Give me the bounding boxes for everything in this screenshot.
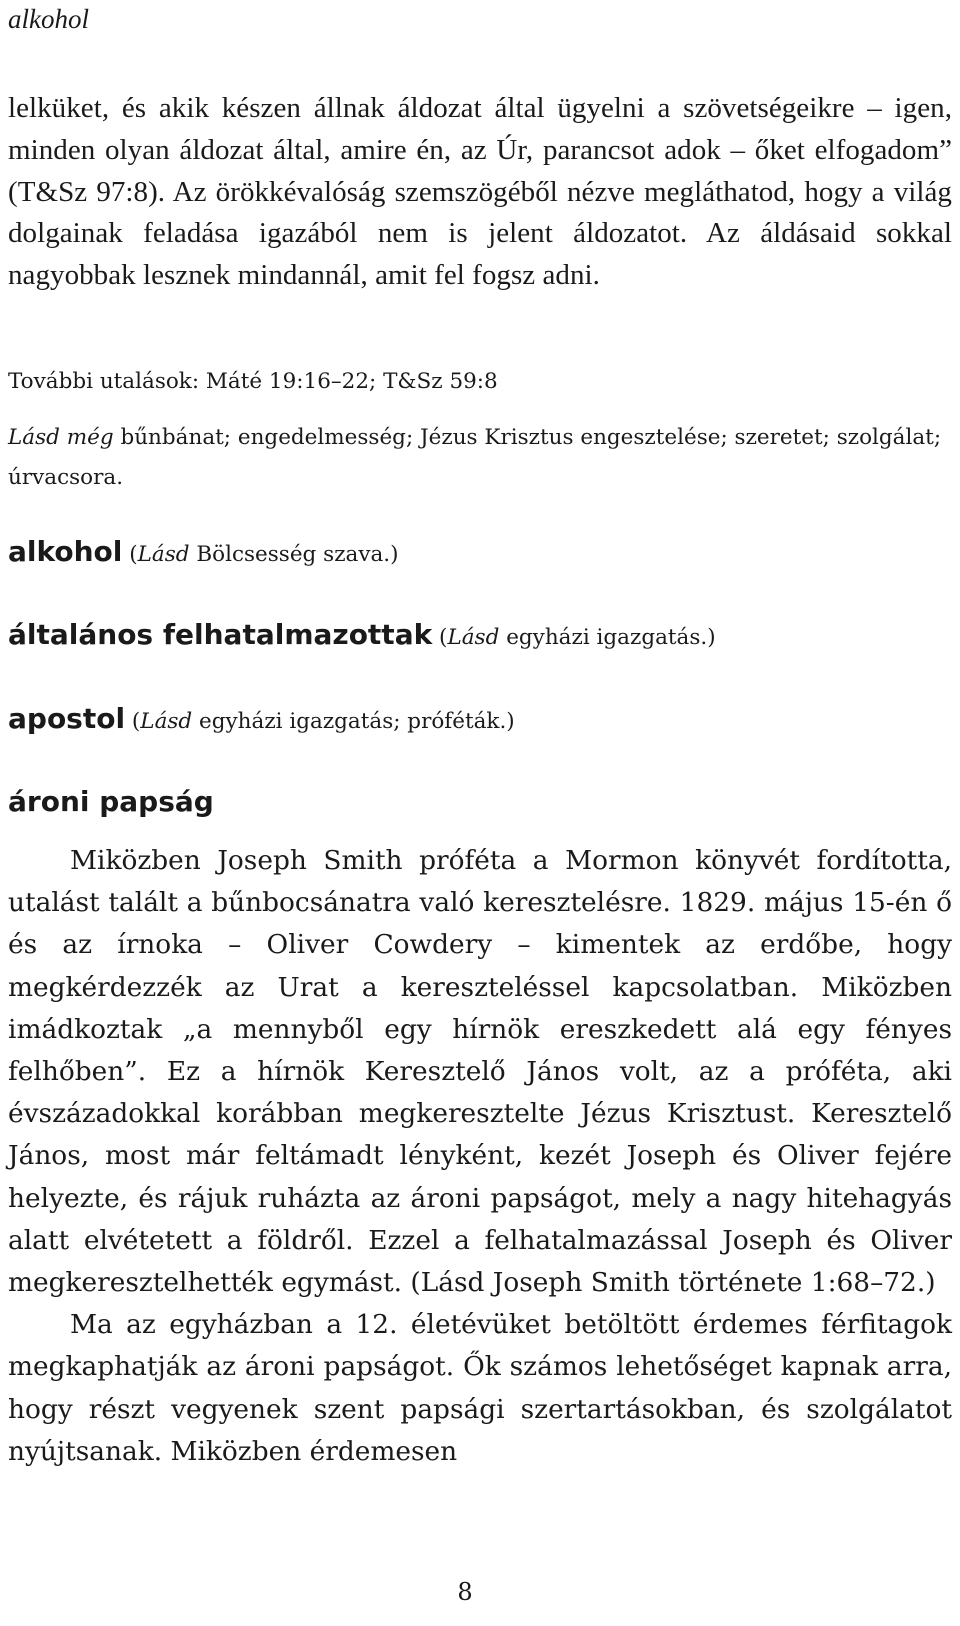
entry-apostol	[8, 697, 952, 745]
see-also-text: bűnbánat; engedelmesség; Jézus Krisztus engesztelése; szeretet; szolgálat; úrvacsora.	[8, 425, 942, 490]
see-also-label: Lásd még	[8, 425, 114, 450]
entry-see-label: Lásd	[137, 542, 190, 567]
paragraph-continuation: lelküket, és akik készen állnak áldozat által ügyelni a szövetségeikre – igen, minden olyan áldozat által, amire én, az Úr, parancsot adok – őket elfogadom” (T&Sz 97:8). Az örökkévalóság szemszögéből nézve megláthatod, hogy a világ dolgainak feladása igazából nem is jelent áldozatot. Az áldásaid sokkal nagyobbak lesznek mindannál, amit fel fogsz adni.	[8, 92, 952, 292]
entry-xref-open: (	[125, 709, 141, 734]
entry-altalanos-felhatalmazottak	[8, 613, 952, 661]
entry-xref-open: (	[122, 542, 138, 567]
entry-xref-close: )	[506, 709, 515, 734]
further-references: További utalások: Máté 19:16–22; T&Sz 59:8	[8, 369, 498, 394]
entry-aroni-papsag	[8, 780, 952, 828]
entry-see-label: Lásd	[447, 625, 500, 650]
aaronic-paragraph-2: Ma az egyházban a 12. életévüket betöltött érdemes férfitagok megkaphatják az ároni papságot. Ők számos lehetőséget kapnak arra, hogy részt vegyenek szent papsági szertartásokban, és szolgálatot nyújtsanak. Miközben érdemesen	[8, 1309, 952, 1467]
entry-xref: Bölcsesség szava.	[189, 542, 391, 567]
page-number: 8	[457, 1578, 473, 1606]
entry-xref-close: )	[707, 625, 716, 650]
entry-xref: egyházi igazgatás.	[499, 625, 708, 650]
aaronic-priesthood-text	[8, 840, 952, 1473]
running-head: alkohol	[8, 4, 89, 34]
entry-xref-close: )	[390, 542, 399, 567]
entry-xref: egyházi igazgatás; próféták.	[192, 709, 507, 734]
aaronic-paragraph-1: Miközben Joseph Smith próféta a Mormon könyvét fordította, utalást talált a bűnbocsánatra való keresztelésre. 1829. május 15-én ő és az írnoka – Oliver Cowdery – kimentek az erdőbe, hogy megkérdezzék az Urat a kereszteléssel kapcsolatban. Miközben imádkoztak „a mennyből egy hírnök ereszkedett alá egy fényes felhőben”. Ez a hírnök Keresztelő János volt, az a próféta, aki évszázadokkal korábban megkeresztelte Jézus Krisztust. Keresztelő János, most már feltámadt lényként, kezét Joseph és Oliver fejére helyezte, és rájuk ruházta az ároni papságot, mely a nagy hitehagyás alatt elvétetett a földről. Ezzel a felhatalmazással Joseph és Oliver megkeresztelhették egymást. (Lásd Joseph Smith története 1:68–72.)	[8, 845, 952, 1299]
entry-headword: általános felhatalmazottak	[8, 618, 433, 651]
see-also	[8, 418, 952, 498]
entry-headword: alkohol	[8, 535, 123, 568]
entry-headword: ároni papság	[8, 785, 214, 818]
entry-headword: apostol	[8, 702, 126, 735]
entry-xref-open: (	[432, 625, 448, 650]
entry-see-label: Lásd	[140, 709, 193, 734]
entry-alkohol	[8, 530, 952, 578]
